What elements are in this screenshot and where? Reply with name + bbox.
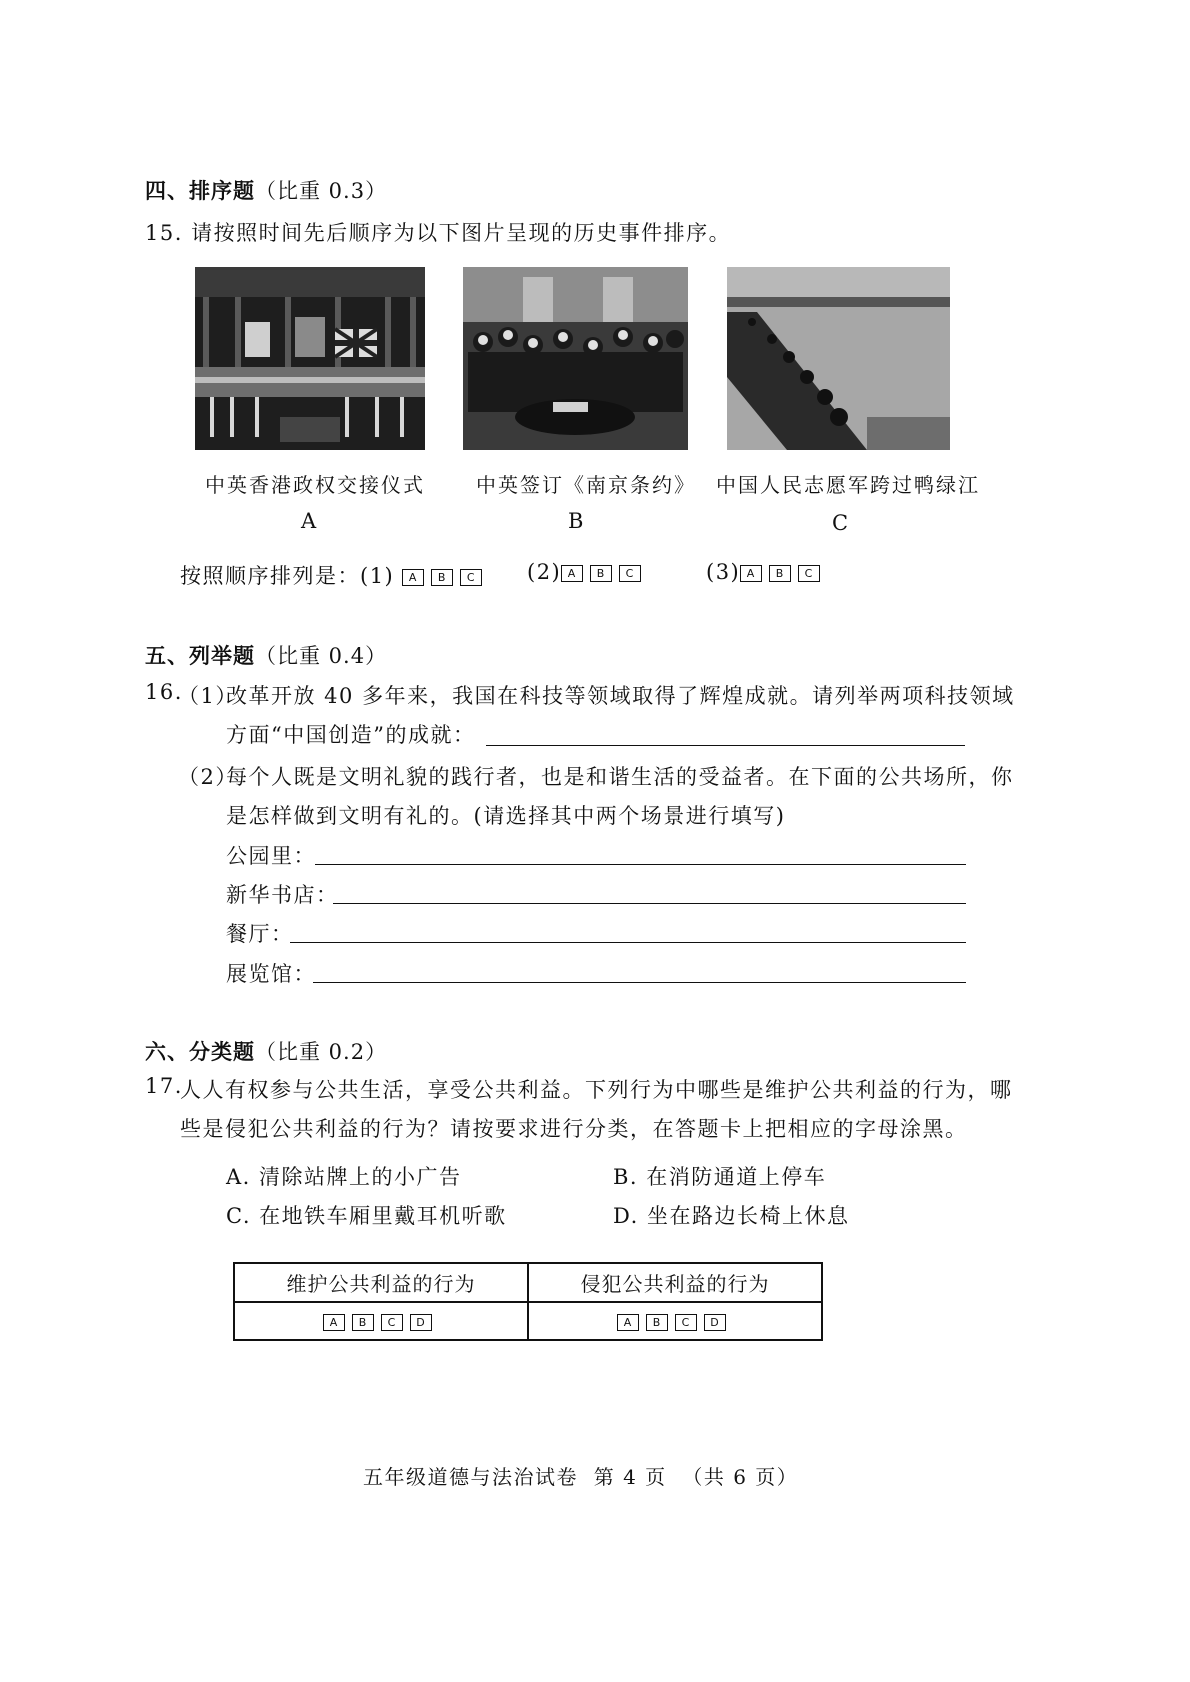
answer-line-restaurant[interactable] [290, 942, 966, 943]
photo-a-caption: 中英香港政权交接仪式 [205, 473, 425, 497]
answer-line-exhibition[interactable] [313, 982, 966, 983]
section-5-title [145, 640, 387, 670]
option-box-a[interactable]: A [561, 565, 583, 582]
question-16-part1-number: （1） [178, 684, 238, 708]
option-box-a[interactable]: A [323, 1314, 345, 1331]
question-16-part1-line1: 改革开放 40 多年来，我国在科技等领域取得了辉煌成就。请列举两项科技领域 [226, 684, 1015, 708]
photo-b-caption: 中英签订《南京条约》 [476, 473, 696, 497]
section-weight: （比重 0.4） [255, 644, 388, 668]
option-box-a[interactable]: A [617, 1314, 639, 1331]
question-17-line1: 人人有权参与公共生活，享受公共利益。下列行为中哪些是维护公共利益的行为，哪 [180, 1078, 1013, 1102]
answer-line-park[interactable] [315, 864, 966, 865]
question-16-part1-line2: 方面“中国创造”的成就： [226, 723, 476, 747]
option-box-c[interactable]: C [675, 1314, 697, 1331]
answer-line-bookstore[interactable] [333, 903, 966, 904]
photo-b-letter: B [568, 509, 584, 533]
option-box-c[interactable]: C [381, 1314, 403, 1331]
classification-table [233, 1262, 823, 1341]
violate-options-cell [528, 1302, 822, 1340]
option-box-b[interactable]: B [352, 1314, 374, 1331]
option-box-d[interactable]: D [704, 1314, 726, 1331]
section-title-text: 六、分类题 [145, 1040, 255, 1064]
slot-label: (3) [706, 560, 741, 584]
option-box-b[interactable]: B [646, 1314, 668, 1331]
option-box-a[interactable]: A [402, 569, 424, 586]
section-title-text: 四、排序题 [145, 179, 255, 203]
section-6-title [145, 1036, 387, 1066]
page-footer: 五年级道德与法治试卷 第 4 页 （共 6 页） [363, 1465, 799, 1489]
option-box-b[interactable]: B [590, 565, 612, 582]
question-17-number: 17. [145, 1074, 183, 1098]
choice-c: C. 在地铁车厢里戴耳机听歌 [226, 1204, 507, 1228]
header-protect: 维护公共利益的行为 [234, 1263, 528, 1302]
question-16-part2-number: （2） [178, 765, 238, 789]
photo-handover-ceremony [195, 267, 425, 450]
answer-line-achievements[interactable] [486, 745, 965, 746]
photo-nanjing-treaty [463, 267, 688, 450]
option-box-b[interactable]: B [431, 569, 453, 586]
question-number: 15. [145, 221, 183, 245]
section-title-text: 五、列举题 [145, 644, 255, 668]
place-exhibition-label: 展览馆： [226, 962, 316, 986]
order-slot-3 [706, 560, 827, 584]
question-15-prompt [145, 217, 731, 247]
question-16-part2-line2: 是怎样做到文明有礼的。(请选择其中两个场景进行填写) [226, 804, 786, 828]
header-violate: 侵犯公共利益的行为 [528, 1263, 822, 1302]
order-answer-row [180, 560, 489, 590]
order-slot-2 [527, 560, 648, 584]
order-label: 按照顺序排列是： [180, 564, 360, 588]
photo-c-letter: C [832, 511, 849, 535]
section-4-title [145, 175, 387, 205]
choice-d: D. 坐在路边长椅上休息 [613, 1204, 850, 1228]
choice-a: A. 清除站牌上的小广告 [226, 1165, 462, 1189]
protect-options-cell [234, 1302, 528, 1340]
option-box-d[interactable]: D [410, 1314, 432, 1331]
photo-yalu-river-crossing [727, 267, 950, 450]
question-17-line2: 些是侵犯公共利益的行为？请按要求进行分类，在答题卡上把相应的字母涂黑。 [180, 1117, 968, 1141]
option-box-b[interactable]: B [769, 565, 791, 582]
option-box-c[interactable]: C [619, 565, 641, 582]
place-restaurant-label: 餐厅： [226, 922, 294, 946]
option-box-c[interactable]: C [798, 565, 820, 582]
question-text: 请按照时间先后顺序为以下图片呈现的历史事件排序。 [191, 221, 732, 245]
slot-label: (1) [360, 564, 395, 588]
question-16-part2-line1: 每个人既是文明礼貌的践行者，也是和谐生活的受益者。在下面的公共场所，你 [226, 765, 1014, 789]
photo-a-letter: A [301, 509, 317, 533]
choice-b: B. 在消防通道上停车 [613, 1165, 827, 1189]
section-weight: （比重 0.2） [255, 1040, 388, 1064]
slot-label: (2) [527, 560, 562, 584]
photo-c-caption: 中国人民志愿军跨过鸭绿江 [716, 473, 980, 497]
section-weight: （比重 0.3） [255, 179, 388, 203]
option-box-c[interactable]: C [460, 569, 482, 586]
place-park-label: 公园里： [226, 844, 316, 868]
question-16-number: 16. [145, 680, 183, 704]
place-bookstore-label: 新华书店： [226, 883, 339, 907]
option-box-a[interactable]: A [740, 565, 762, 582]
